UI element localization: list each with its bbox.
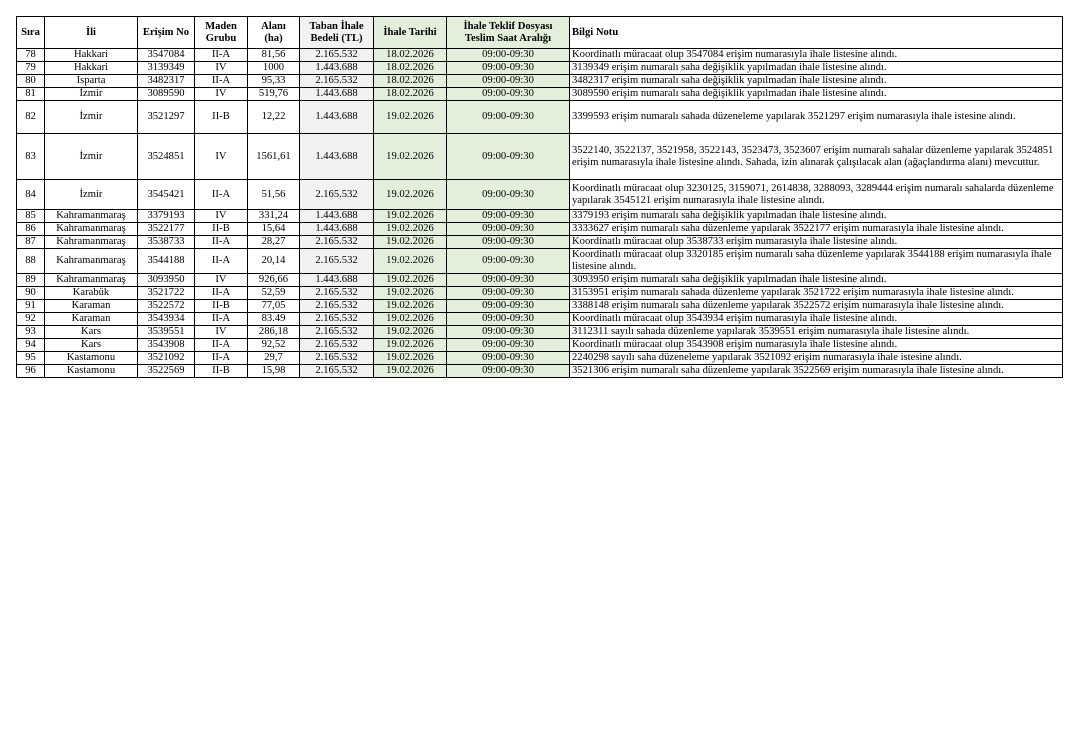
cell-ihale-tarihi: 19.02.2026 [374,101,447,134]
cell-alani: 12,22 [248,101,300,134]
cell-bilgi-notu: 3153951 erişim numaralı sahada düzenleme yapılarak 3521722 erişim numarasıyla ihale listesine alındı. [570,287,1063,300]
cell-taban-bedel: 1.443.688 [300,223,374,236]
cell-maden-grubu: IV [195,326,248,339]
cell-maden-grubu: II-A [195,287,248,300]
cell-sira: 95 [17,352,45,365]
cell-ihale-tarihi: 19.02.2026 [374,134,447,180]
cell-ili: İzmir [45,180,138,210]
cell-maden-grubu: II-A [195,49,248,62]
cell-bilgi-notu: 3379193 erişim numaralı saha değişiklik yapılmadan ihale listesine alındı. [570,210,1063,223]
cell-maden-grubu: II-B [195,101,248,134]
table-row [17,274,1063,287]
cell-bilgi-notu: 3333627 erişim numaralı saha düzenleme yapılarak 3522177 erişim numarasıyla ihale listesine alındı. [570,223,1063,236]
cell-taban-bedel: 1.443.688 [300,62,374,75]
cell-ili: İzmir [45,134,138,180]
cell-maden-grubu: II-B [195,365,248,378]
cell-erisim-no: 3538733 [138,236,195,249]
cell-sira: 87 [17,236,45,249]
cell-teslim-saat: 09:00-09:30 [447,339,570,352]
cell-maden-grubu: IV [195,62,248,75]
table-row [17,326,1063,339]
cell-ihale-tarihi: 19.02.2026 [374,210,447,223]
cell-ihale-tarihi: 19.02.2026 [374,313,447,326]
cell-ihale-tarihi: 18.02.2026 [374,75,447,88]
cell-erisim-no: 3522569 [138,365,195,378]
table-row [17,101,1063,134]
cell-bilgi-notu: 3139349 erişim numaralı saha değişiklik yapılmadan ihale listesine alındı. [570,62,1063,75]
cell-taban-bedel: 1.443.688 [300,274,374,287]
cell-bilgi-notu: Koordinatlı müracaat olup 3547084 erişim numarasıyla ihale listesine alındı. [570,49,1063,62]
cell-bilgi-notu: 3112311 sayılı sahada düzenleme yapılarak 3539551 erişim numarasıyla ihale listesine alındı. [570,326,1063,339]
cell-erisim-no: 3379193 [138,210,195,223]
cell-bilgi-notu: 3482317 erişim numaralı saha değişiklik yapılmadan ihale listesine alındı. [570,75,1063,88]
cell-erisim-no: 3089590 [138,88,195,101]
cell-maden-grubu: IV [195,274,248,287]
cell-sira: 92 [17,313,45,326]
cell-taban-bedel: 1.443.688 [300,210,374,223]
cell-ili: Karaman [45,313,138,326]
cell-bilgi-notu: 3521306 erişim numaralı saha düzenleme yapılarak 3522569 erişim numarasıyla ihale listesine alındı. [570,365,1063,378]
cell-bilgi-notu: 3399593 erişim numaralı sahada düzeneleme yapılarak 3521297 erişim numarasıyla ihale istesine alındı. [570,101,1063,134]
cell-erisim-no: 3543934 [138,313,195,326]
header-bilgi-notu: Bilgi Notu [570,17,1063,49]
cell-ihale-tarihi: 19.02.2026 [374,300,447,313]
cell-sira: 79 [17,62,45,75]
cell-bilgi-notu: Koordinatlı müracaat olup 3538733 erişim numarasıyla ihale listesine alındı. [570,236,1063,249]
cell-alani: 519,76 [248,88,300,101]
cell-alani: 331,24 [248,210,300,223]
table-row [17,236,1063,249]
cell-taban-bedel: 1.443.688 [300,101,374,134]
cell-maden-grubu: II-B [195,300,248,313]
cell-erisim-no: 3521092 [138,352,195,365]
cell-erisim-no: 3521722 [138,287,195,300]
cell-teslim-saat: 09:00-09:30 [447,326,570,339]
cell-erisim-no: 3539551 [138,326,195,339]
cell-ili: Kars [45,339,138,352]
cell-ihale-tarihi: 19.02.2026 [374,326,447,339]
cell-sira: 90 [17,287,45,300]
cell-taban-bedel: 2.165.532 [300,49,374,62]
cell-maden-grubu: IV [195,88,248,101]
header-alani: Alanı (ha) [248,17,300,49]
table-body [17,49,1063,378]
header-ili: İli [45,17,138,49]
cell-teslim-saat: 09:00-09:30 [447,365,570,378]
cell-teslim-saat: 09:00-09:30 [447,287,570,300]
cell-ihale-tarihi: 19.02.2026 [374,287,447,300]
cell-teslim-saat: 09:00-09:30 [447,75,570,88]
cell-ili: Hakkari [45,49,138,62]
cell-alani: 1000 [248,62,300,75]
cell-teslim-saat: 09:00-09:30 [447,300,570,313]
cell-bilgi-notu: Koordinatlı müracaat olup 3320185 erişim numaralı saha düzenleme yapılarak 3544188 erişim numarasıyla ihale listesine alındı. [570,249,1063,274]
cell-teslim-saat: 09:00-09:30 [447,62,570,75]
cell-ili: Kastamonu [45,352,138,365]
cell-maden-grubu: II-A [195,352,248,365]
cell-teslim-saat: 09:00-09:30 [447,49,570,62]
cell-maden-grubu: IV [195,134,248,180]
table-row [17,287,1063,300]
cell-erisim-no: 3524851 [138,134,195,180]
cell-teslim-saat: 09:00-09:30 [447,223,570,236]
cell-bilgi-notu: 3089590 erişim numaralı saha değişiklik yapılmadan ihale listesine alındı. [570,88,1063,101]
cell-ihale-tarihi: 19.02.2026 [374,352,447,365]
cell-taban-bedel: 2.165.532 [300,326,374,339]
cell-sira: 86 [17,223,45,236]
cell-alani: 92,52 [248,339,300,352]
cell-alani: 77,05 [248,300,300,313]
cell-alani: 15,64 [248,223,300,236]
cell-bilgi-notu: 2240298 sayılı saha düzeneleme yapılarak 3521092 erişim numarasıyla ihale istesine alındı. [570,352,1063,365]
table-row [17,210,1063,223]
cell-erisim-no: 3547084 [138,49,195,62]
cell-taban-bedel: 2.165.532 [300,180,374,210]
cell-alani: 83.49 [248,313,300,326]
cell-maden-grubu: II-A [195,339,248,352]
cell-erisim-no: 3543908 [138,339,195,352]
cell-alani: 926,66 [248,274,300,287]
cell-ili: Karabük [45,287,138,300]
cell-alani: 286,18 [248,326,300,339]
cell-erisim-no: 3545421 [138,180,195,210]
table-row [17,62,1063,75]
header-teslim-saat: İhale Teklif Dosyası Teslim Saat Aralığı [447,17,570,49]
cell-maden-grubu: II-A [195,180,248,210]
cell-maden-grubu: II-A [195,236,248,249]
cell-ihale-tarihi: 19.02.2026 [374,274,447,287]
header-sira: Sıra [17,17,45,49]
cell-sira: 85 [17,210,45,223]
cell-sira: 88 [17,249,45,274]
cell-ihale-tarihi: 19.02.2026 [374,365,447,378]
cell-teslim-saat: 09:00-09:30 [447,274,570,287]
cell-sira: 84 [17,180,45,210]
header-maden-grubu: Maden Grubu [195,17,248,49]
table-row [17,339,1063,352]
cell-teslim-saat: 09:00-09:30 [447,88,570,101]
cell-taban-bedel: 2.165.532 [300,249,374,274]
cell-maden-grubu: II-A [195,313,248,326]
cell-ihale-tarihi: 19.02.2026 [374,223,447,236]
header-taban-bedel: Taban İhale Bedeli (TL) [300,17,374,49]
cell-sira: 83 [17,134,45,180]
cell-teslim-saat: 09:00-09:30 [447,101,570,134]
cell-erisim-no: 3482317 [138,75,195,88]
cell-maden-grubu: II-A [195,249,248,274]
cell-alani: 1561,61 [248,134,300,180]
cell-erisim-no: 3093950 [138,274,195,287]
table-row [17,352,1063,365]
table-row [17,300,1063,313]
cell-ihale-tarihi: 19.02.2026 [374,236,447,249]
table-row [17,313,1063,326]
cell-sira: 82 [17,101,45,134]
header-row [17,17,1063,49]
cell-sira: 80 [17,75,45,88]
cell-taban-bedel: 2.165.532 [300,365,374,378]
cell-erisim-no: 3139349 [138,62,195,75]
cell-ihale-tarihi: 18.02.2026 [374,62,447,75]
cell-taban-bedel: 2.165.532 [300,339,374,352]
cell-ili: Hakkari [45,62,138,75]
cell-alani: 51,56 [248,180,300,210]
cell-bilgi-notu: Koordinatlı müracaat olup 3230125, 3159071, 2614838, 3288093, 3289444 erişim numaralı sahalarda düzenleme yapılarak 3545121 erişim numarasıyla ihale listesine alındı. [570,180,1063,210]
table-row [17,249,1063,274]
cell-teslim-saat: 09:00-09:30 [447,352,570,365]
cell-taban-bedel: 2.165.532 [300,300,374,313]
table-row [17,180,1063,210]
table-row [17,88,1063,101]
table-row [17,134,1063,180]
cell-bilgi-notu: 3522140, 3522137, 3521958, 3522143, 3523473, 3523607 erişim numaralı sahalar düzenleme yapılarak 3524851 erişim numarasıyla ihale listesine alındı. Sahada, izin alınarak çalışılacak alan (ağaçlandırma alanı) mevcuttur. [570,134,1063,180]
cell-ili: Kastamonu [45,365,138,378]
table-row [17,49,1063,62]
cell-teslim-saat: 09:00-09:30 [447,236,570,249]
cell-erisim-no: 3522177 [138,223,195,236]
table-row [17,75,1063,88]
cell-ili: İzmir [45,101,138,134]
cell-ili: İzmir [45,88,138,101]
cell-teslim-saat: 09:00-09:30 [447,210,570,223]
cell-taban-bedel: 1.443.688 [300,88,374,101]
cell-maden-grubu: IV [195,210,248,223]
table-row [17,365,1063,378]
table-row [17,223,1063,236]
cell-ihale-tarihi: 18.02.2026 [374,88,447,101]
cell-sira: 81 [17,88,45,101]
cell-ili: Karaman [45,300,138,313]
header-erisim-no: Erişim No [138,17,195,49]
cell-ili: Kahramanmaraş [45,249,138,274]
cell-ihale-tarihi: 19.02.2026 [374,339,447,352]
cell-bilgi-notu: 3093950 erişim numaralı saha değişiklik yapılmadan ihale listesine alındı. [570,274,1063,287]
cell-taban-bedel: 2.165.532 [300,236,374,249]
cell-sira: 94 [17,339,45,352]
cell-bilgi-notu: Koordinatlı müracaat olup 3543934 erişim numarasıyla ihale listesine alındı. [570,313,1063,326]
cell-ihale-tarihi: 18.02.2026 [374,49,447,62]
cell-alani: 20,14 [248,249,300,274]
cell-teslim-saat: 09:00-09:30 [447,134,570,180]
cell-taban-bedel: 2.165.532 [300,75,374,88]
cell-bilgi-notu: Koordinatlı müracaat olup 3543908 erişim numarasıyla ihale listesine alındı. [570,339,1063,352]
cell-ihale-tarihi: 19.02.2026 [374,249,447,274]
cell-alani: 29,7 [248,352,300,365]
cell-sira: 96 [17,365,45,378]
cell-sira: 78 [17,49,45,62]
cell-erisim-no: 3544188 [138,249,195,274]
header-ihale-tarihi: İhale Tarihi [374,17,447,49]
cell-alani: 52,59 [248,287,300,300]
cell-ili: Kahramanmaraş [45,236,138,249]
cell-ili: Isparta [45,75,138,88]
cell-teslim-saat: 09:00-09:30 [447,313,570,326]
cell-taban-bedel: 2.165.532 [300,313,374,326]
cell-alani: 15,98 [248,365,300,378]
cell-erisim-no: 3522572 [138,300,195,313]
cell-sira: 89 [17,274,45,287]
cell-teslim-saat: 09:00-09:30 [447,249,570,274]
cell-sira: 91 [17,300,45,313]
cell-erisim-no: 3521297 [138,101,195,134]
cell-ihale-tarihi: 19.02.2026 [374,180,447,210]
cell-alani: 95,33 [248,75,300,88]
cell-ili: Kars [45,326,138,339]
cell-maden-grubu: II-A [195,75,248,88]
cell-alani: 81,56 [248,49,300,62]
tender-table [16,16,1063,378]
cell-alani: 28,27 [248,236,300,249]
cell-taban-bedel: 1.443.688 [300,134,374,180]
cell-ili: Kahramanmaraş [45,210,138,223]
cell-sira: 93 [17,326,45,339]
cell-bilgi-notu: 3388148 erişim numaralı saha düzenleme yapılarak 3522572 erişim numarasıyla ihale listesine alındı. [570,300,1063,313]
cell-teslim-saat: 09:00-09:30 [447,180,570,210]
cell-ili: Kahramanmaraş [45,274,138,287]
table-header [17,17,1063,49]
cell-taban-bedel: 2.165.532 [300,287,374,300]
cell-ili: Kahramanmaraş [45,223,138,236]
cell-taban-bedel: 2.165.532 [300,352,374,365]
cell-maden-grubu: II-B [195,223,248,236]
